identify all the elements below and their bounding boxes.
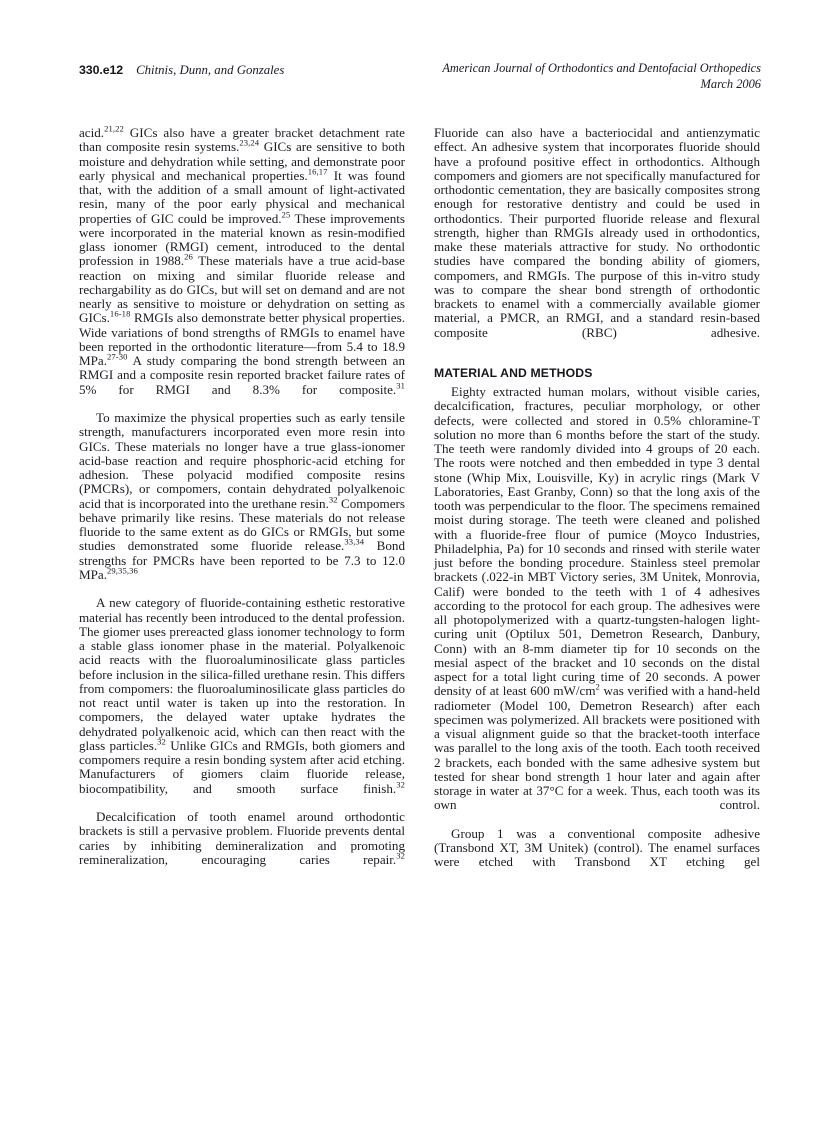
reference-superscript: 33,34 bbox=[344, 536, 365, 547]
body-paragraph: Eighty extracted human molars, without visible caries, decalcification, fractures, peculiar morphology, or other defects, were collected and stored in 0.5% chloramine-T solution no more than 6 months before the start of the study. The teeth were randomly divided into 4 groups of 20 each. The roots were notched and then embedded in type 3 dental stone (Whip Mix, Louisville, Ky) in acrylic rings (Mark V Laboratories, East Granby, Conn) so that the long axis of the tooth was perpendicular to the floor. The specimens remained moist during storage. The teeth were cleaned and polished with a fluoride-free flour of pumice (Moyco Industries, Philadelphia, Pa) for 10 seconds and rinsed with sterile water just before the bonding procedure. Stainless steel premolar brackets (.022-in MBT Victory series, 3M Unitek, Monrovia, Calif) were bonded to the teeth with 1 of 4 adhesives according to the protocol for each group. The adhesives were all photopolymerized with a quartz-tungsten-halogen light-curing unit (Optilux 501, Demetron Research, Danbury, Conn) with an 8-mm diameter tip for 10 seconds on the mesial aspect of the bracket and 10 seconds on the distal aspect for a total light curing time of 20 seconds. A power density of at least 600 $mW/cm^2$ was verified with a hand-held radiometer (Model 100, Demetron Research) after each specimen was polymerized. All brackets were positioned with a visual alignment guide so that the bracket-tooth interface was parallel to the long axis of the tooth. Each tooth received 2 brackets, each bonded with the same adhesive system but tested for shear bond strength 1 hour later and again after storage in water at 37°C for a week. Thus, each tooth was its own control. bbox=[434, 384, 760, 813]
section-heading-material-and-methods: MATERIAL AND METHODS bbox=[434, 366, 593, 380]
column-left bbox=[79, 123, 406, 881]
body-paragraph: To maximize the physical properties such as early tensile strength, manufacturers incorporated even more resin into GICs. These materials no longer have a true glass-ionomer acid-base reaction and require phosphoric-acid etching for adhesion. These polyacid modified composite resins (PMCRs), or compomers, contain dehydrated polyalkenoic acid that is incorporated into the urethane resin.$^{32}$ Compomers behave primarily like resins. These materials do not release fluoride to the same extent as do GICs or RMGIs, but some studies demonstrated some fluoride release.$^{33,34}$ Bond strengths for PMCRs have been reported to be 7.3 to 12.0 MPa.$^{29,35,36}$ bbox=[79, 410, 406, 582]
reference-superscript: 25 bbox=[281, 209, 291, 220]
reference-superscript: 2 bbox=[595, 681, 600, 692]
reference-superscript: 31 bbox=[396, 380, 405, 391]
running-head-left bbox=[79, 61, 284, 79]
body-paragraph: acid.$^{21,22}$ GICs also have a greater bracket detachment rate than composite resin systems.$^{23,24}$ GICs are sensitive to both moisture and dehydration while setting, and demonstrate poor early physical and mechanical properties.$^{16,17}$ It was found that, with the addition of a small amount of light-activated resin, many of the poor early physical and mechanical properties of GIC could be improved.$^{25}$ These improvements were incorporated in the material known as resin-modified glass ionomer (RMGI) cement, introduced to the dental profession in 1988.26 These materials have a true acid-base reaction on mixing and similar fluoride release and rechargability as do GICs, but will set on demand and are not nearly as sensitive to moisture or dehydration on setting as GICs.$^{16-18}$ RMGIs also demonstrate better physical properties. Wide variations of bond strengths of RMGIs to enamel have been reported in the orthodontic literature—from 5.4 to 18.9 MPa.$^{27-30}$ A study comparing the bond strength between an RMGI and a composite resin reported bracket failure rates of 5% for RMGI and 8.3% for composite.$^{31}$ bbox=[79, 123, 405, 397]
reference-superscript: 23,24 bbox=[239, 137, 260, 148]
running-head-authors: Chitnis, Dunn, and Gonzales bbox=[136, 63, 285, 77]
reference-superscript: 32 bbox=[157, 736, 166, 747]
reference-superscript: 29,35,36 bbox=[107, 565, 138, 576]
reference-superscript: 16-18 bbox=[109, 308, 131, 319]
reference-superscript: 16,17 bbox=[307, 166, 328, 177]
body-paragraph: Decalcification of tooth enamel around orthodontic brackets is still a pervasive problem. Fluoride prevents dental caries by inhibiting demineralization and promoting remineralization, encouraging caries repair.$^{32}$ bbox=[79, 809, 405, 867]
page-folio: 330.e12 bbox=[79, 63, 124, 77]
reference-superscript: 27-30 bbox=[107, 351, 128, 362]
reference-superscript: 32 bbox=[396, 850, 405, 861]
issue-date: March 2006 bbox=[700, 76, 761, 91]
reference-superscript: 32 bbox=[328, 494, 338, 505]
reference-superscript: 21,22 bbox=[104, 123, 124, 134]
body-paragraph: Fluoride can also have a bacteriocidal and antienzymatic effect. An adhesive system that incorporates fluoride should have a profound positive effect in orthodontics. Although compomers and giomers are not specifically manufactured for orthodontic cementation, they are basically composites strong enough for restorative dentistry and could be used in orthodontics. Their purported fluoride release and flexural strength, higher than RMGIs already used in orthodontics, make these materials attractive for study. No orthodontic studies have compared the bonding ability of giomers, compomers, and RMGIs. The purpose of this in-vitro study was to compare the shear bond strength of orthodontic brackets to enamel with a commercially available giomer material, a PMCR, an RMGI, and a standard resin-based composite (RBC) adhesive. bbox=[434, 125, 760, 340]
running-head bbox=[79, 61, 761, 105]
column-right bbox=[434, 126, 760, 884]
reference-superscript: 26 bbox=[184, 251, 193, 262]
journal-title: American Journal of Orthodontics and Dentofacial Orthopedics bbox=[442, 61, 761, 75]
running-head-right bbox=[442, 61, 761, 92]
body-paragraph: Group 1 was a conventional composite adhesive (Transbond XT, 3M Unitek) (control). The enamel surfaces were etched with Transbond XT etching gel bbox=[434, 825, 760, 870]
body-paragraph: A new category of fluoride-containing esthetic restorative material has recently been introduced to the dental profession. The giomer uses prereacted glass ionomer technology to form a stable glass ionomer phase in the material. Polyalkenoic acid reacts with the fluoroaluminosilicate glass particles before inclusion in the silica-filled urethane resin. This differs from compomers: the fluoroaluminosilicate glass particles do not react until water is taken up into the restoration. In compomers, the delayed water uptake hydrates the dehydrated polyalkenoic acid, which can then react with the glass particles.$^{32}$ Unlike GICs and RMGIs, both giomers and compomers require a resin bonding system after acid etching. Manufacturers of giomers claim fluoride release, biocompatibility, and smooth surface finish.$^{32}$ bbox=[79, 595, 406, 796]
reference-superscript: 32 bbox=[396, 779, 405, 790]
